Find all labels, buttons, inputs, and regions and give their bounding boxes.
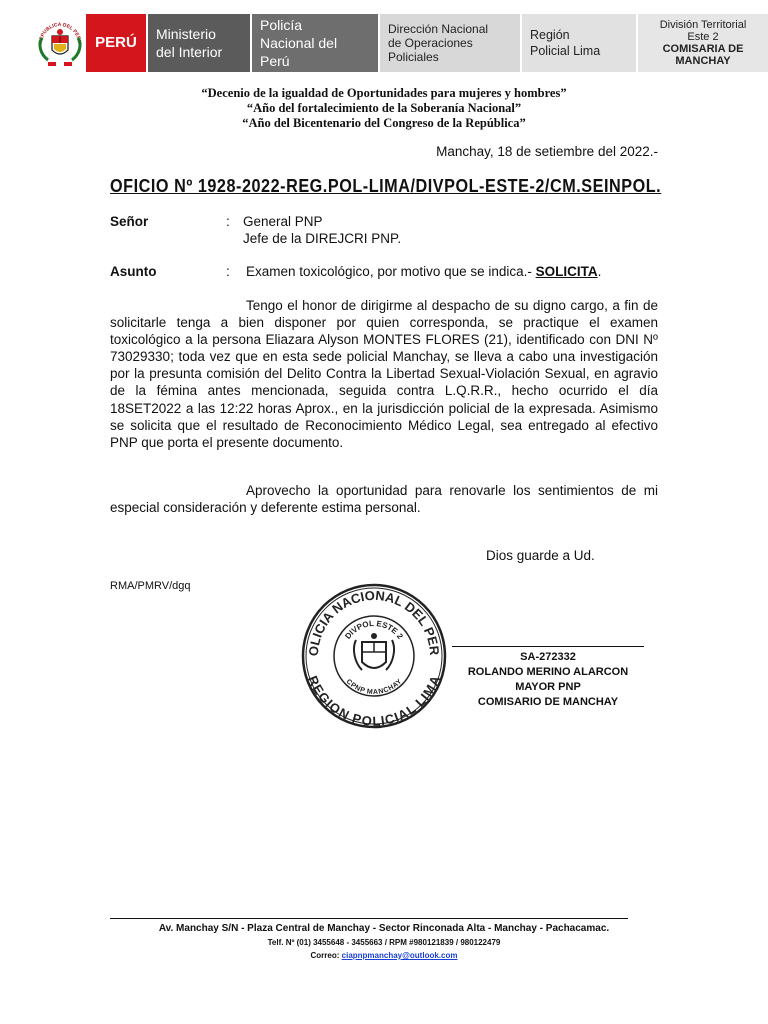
subject-text: Examen toxicológico, por motivo que se indica.- SOLICITA. — [246, 264, 602, 279]
recipient-colon: : — [226, 214, 230, 229]
recipient-rank: General PNP — [243, 214, 323, 229]
svg-text:REPUBLICA DEL PERU: REPUBLICA DEL PERU — [37, 21, 83, 45]
signature-block — [452, 646, 644, 710]
svg-text:POLICIA NACIONAL DEL PERU: OLICIA NACIONAL DEL PER — [305, 587, 443, 657]
national-crest — [36, 14, 84, 72]
svg-text:CPNP MANCHAY: CPNP MANCHAY — [344, 678, 404, 697]
subject-solicita: SOLICITA — [535, 264, 598, 279]
footer-email-label: Correo: — [310, 951, 342, 960]
svg-text:REGION POLICIAL LIMA: REGION POLICIAL LIMA — [305, 673, 443, 729]
police-label: Policía Nacional del Perú — [252, 14, 378, 72]
ministry-label: Ministerio del Interior — [148, 14, 250, 72]
motto-line: “Año del Bicentenario del Congreso de la República” — [242, 116, 526, 130]
document-date: Manchay, 18 de setiembre del 2022.- — [436, 144, 658, 159]
peru-label: PERÚ — [86, 14, 146, 72]
police-stamp — [300, 582, 448, 730]
footer-phone: Telf. Nº (01) 3455648 - 3455663 / RPM #980121839 / 980122479 — [267, 938, 501, 947]
direction-label: Dirección Nacional de Operaciones Policiales — [380, 14, 520, 72]
recipient-block — [110, 213, 658, 249]
letterhead — [36, 14, 768, 72]
division-label: División Territorial Este 2 COMISARIA DE MANCHAY — [638, 14, 768, 72]
subject-label: Asunto — [110, 264, 157, 279]
year-mottos — [0, 86, 768, 131]
coat-of-arms-icon — [36, 14, 84, 72]
region-label: Región Policial Lima — [522, 14, 636, 72]
subject-colon: : — [226, 264, 230, 279]
recipient-office: Jefe de la DIREJCRI PNP. — [243, 231, 402, 246]
signature-code: SA-272332 — [520, 651, 576, 663]
signature-line — [452, 646, 644, 647]
signature-name: ROLANDO MERINO ALARCON — [467, 666, 629, 678]
seal-icon — [300, 582, 448, 730]
signature-position: COMISARIO DE MANCHAY — [477, 696, 619, 708]
svg-text:DIVPOL ESTE 2: DIVPOL ESTE 2 — [343, 618, 405, 641]
recipient-label: Señor — [110, 214, 149, 229]
footer — [110, 922, 658, 962]
motto-line: “Año del fortalecimiento de la Soberanía Nacional” — [246, 101, 522, 115]
signature-rank: MAYOR PNP — [515, 681, 581, 693]
motto-line: “Decenio de la igualdad de Oportunidades para mujeres y hombres” — [201, 86, 567, 100]
footer-email-link[interactable]: ciapnpmanchay@outlook.com — [341, 951, 458, 960]
reference-initials: RMA/PMRV/dgq — [110, 580, 191, 592]
body-paragraph-1: Tengo el honor de dirigirme al despacho de su digno cargo, a fin de solicitarle tenga a bien disponer por quien corresponda, se practique el examen toxicológico a la persona Eliazara Alyson MONTES FLORES (21), identificado con DNI Nº 73029330; toda vez que en esta sede policial Manchay, se lleva a cabo una investigación por la presunta comisión del Delito Contra la Libertad Sexual-Violación Sexual, en agravio de la fémina antes mencionada, seguida contra L.Q.R.R., hecho ocurrido el día 18SET2022 a las 12:22 horas Aprox., en la jurisdicción policial de la expresada. Asimismo se solicita que el resultado de Reconocimiento Médico Legal, sea entregado al efectivo PNP que porta el presente documento. — [110, 298, 658, 450]
subject-block — [110, 263, 658, 281]
document-reference-title: OFICIO Nº 1928-2022-REG.POL-LIMA/DIVPOL-ESTE-2/CM.SEINPOL. — [110, 176, 662, 196]
body-paragraph-2: Aprovecho la oportunidad para renovarle los sentimientos de mi especial consideración y deferente estima personal. — [110, 483, 658, 516]
footer-divider — [110, 918, 628, 919]
footer-email-line — [110, 950, 658, 962]
footer-address: Av. Manchay S/N - Plaza Central de Manchay - Sector Rinconada Alta - Manchay - Pachacamac. — [158, 923, 610, 934]
closing-salutation: Dios guarde a Ud. — [486, 548, 595, 563]
